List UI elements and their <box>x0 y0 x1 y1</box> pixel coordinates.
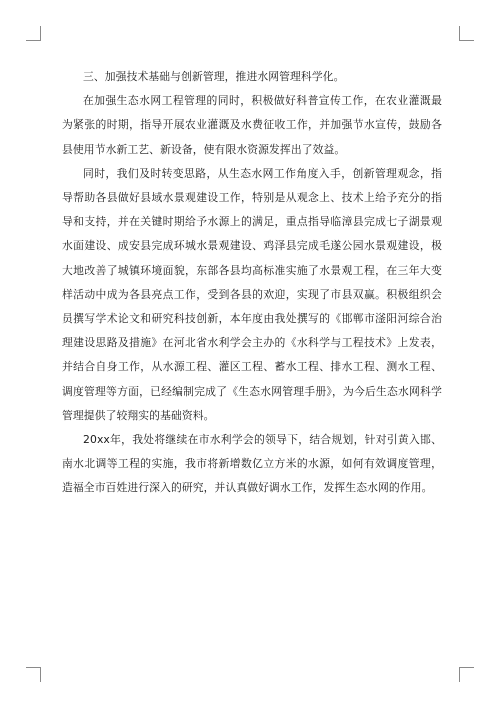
crop-mark-bottom-right <box>459 667 474 682</box>
section-heading: 三、加强技术基础与创新管理，推进水网管理科学化。 <box>83 70 345 83</box>
paragraph-water-landscape: 同时，我们及时转变思路，从生态水网工作角度入手，创新管理观念，指导帮助各县做好县域水景观建设工作，特别是从观念上、技术上给予充分的指导和支持，并在关键时期给予水源上的满足，重点指导临漳县完成七子湖景观水面建设、成安县完成环城水景观建设、鸡泽县完成毛遂公园水景观建设，极大地改善了城镇环境面貌，东部各县均高标准实施了水景观工程，在三年大变样活动中成为各县亮点工作，受到各县的欢迎，实现了市县双赢。积极组织会员撰写学术论文和研究科技创新，本年度由我处撰写的《邯郸市滏阳河综合治理建设思路及措施》在河北省水利学会主办的《水科学与工程技术》上发表，并结合自身工作，从水源工程、灌区工程、蓄水工程、排水工程、测水工程、调度管理等方面，已经编制完成了《生态水网管理手册》，为今后生态水网科学管理提供了较翔实的基础资料。 <box>62 166 442 422</box>
crop-mark-top-right <box>459 26 474 41</box>
paragraph-next-year-plan: 20xx年，我处将继续在市水利学会的领导下，结合规划，针对引黄入邯、南水北调等工程的实施，我市将新增数亿立方米的水源，如何有效调度管理，造福全市百姓进行深入的研究，并认真做好调水工作，发挥生态水网的作用。 <box>62 433 442 495</box>
paragraph-publicity: 在加强生态水网工程管理的同时，积极做好科普宣传工作，在农业灌溉最为紧张的时期，指导开展农业灌溉及水费征收工作，并加强节水宣传，鼓励各县使用节水新工艺、新设备，使有限水资源发挥出了效益。 <box>62 94 442 156</box>
document-body <box>62 65 442 501</box>
crop-mark-bottom-left <box>26 667 41 682</box>
crop-mark-top-left <box>26 26 41 41</box>
